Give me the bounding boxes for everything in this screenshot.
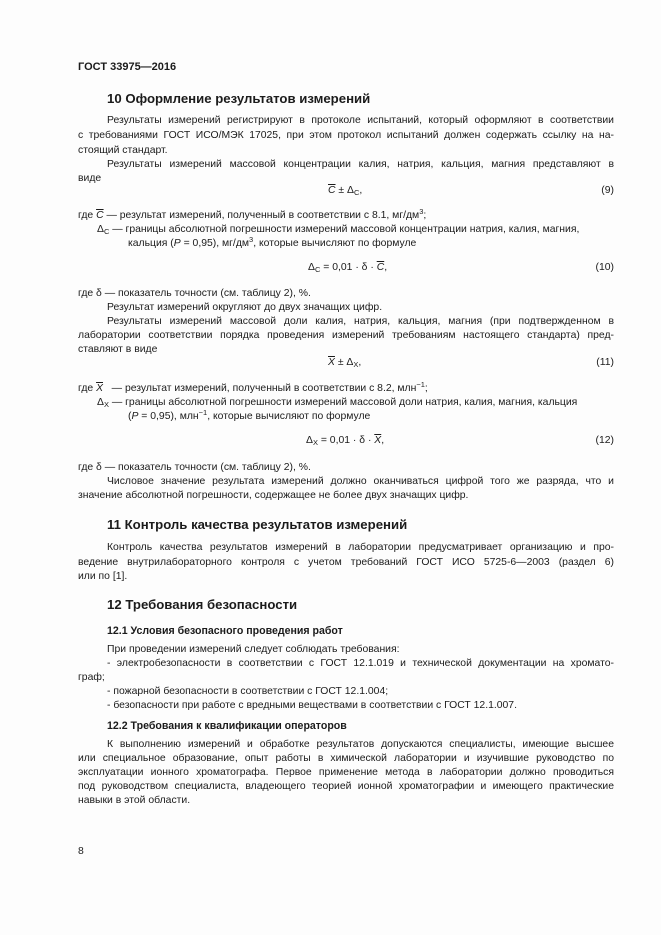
s12-p2-line2: или специальное образование, опыт работы в химической лаборатории и изучившие руководство по [78,753,614,764]
formula-10: $\Delta_C = 0,01 \cdot \delta \cdot \overline{C}$, [308,262,388,274]
s10-p1-line2: с требованиями ГОСТ ИСО/МЭК 17025, при этом протокол испытаний должен содержать ссылку на на- [78,130,614,141]
s10-p1-line3: стоящий стандарт. [78,145,168,156]
formula-9: $\overline{C} \pm \Delta_C$, [328,185,363,197]
s10-p2-line1: Результаты измерений массовой концентрации калия, натрия, кальция, магния представляют в [107,159,614,170]
subsection-12-2-title: 12.2 Требования к квалификации операторов [107,720,347,732]
s10-p3: Результат измерений округляют до двух значащих цифр. [107,302,383,313]
where-delta-c-line2: кальция (P = 0,95), $мг/дм^3$, которые вычисляют по формуле [128,235,417,249]
s12-bullet1-line2: граф; [78,672,105,683]
formula-12: $\Delta_X = 0,01 \cdot \delta \cdot \overline{X}$, [306,435,385,447]
formula-9-number: (9) [601,185,614,196]
s12-bullet3: - безопасности при работе с вредными веществами в соответствии с ГОСТ 12.1.007. [107,700,517,711]
formula-11: $\overline{X} \pm \Delta_X$, [328,357,362,369]
s12-bullet2: - пожарной безопасности в соответствии с ГОСТ 12.1.004; [107,686,389,697]
where-delta-x-line1: $\Delta_X$ — границы абсолютной погрешности измерений массовой доли натрия, калия, магния, кальция [97,397,578,409]
where-delta-accuracy-1: где δ — показатель точности (см. таблицу 2), %. [78,288,311,299]
s10-p4-line2: лаборатории соответствии порядка проведения измерений требованиям настоящего стандарта) пред- [78,330,614,341]
s10-p1-line1: Результаты измерений регистрируют в протоколе испытаний, который оформляют в соответствии [107,115,614,126]
s10-p5-line2: значение абсолютной погрешности, содержащее не более двух значащих цифр. [78,490,469,501]
where-delta-accuracy-2: где δ — показатель точности (см. таблицу 2), %. [78,462,311,473]
section-12-title: 12 Требования безопасности [107,597,298,612]
s11-p1-line3: или по [1]. [78,571,128,582]
s10-p4-line1: Результаты измерений массовой доли калия, натрия, кальция, магния (при подтвержденном в [107,316,614,327]
s12-p2-line4: под руководством специалиста, владеющего теорией ионной хроматографии и имеющего практические [78,781,614,792]
s10-p5-line1: Числовое значение результата измерений должно оканчиваться цифрой того же разряда, что и [107,476,614,487]
where-delta-x-line2: (P = 0,95), млн$^{-1}$, которые вычисляют по формуле [128,408,371,422]
where-c-mean: где $\overline{C}$ — результат измерений, полученный в соответствии с 8.1, $мг/дм^3$; [78,207,427,221]
section-10-title: 10 Оформление результатов измерений [107,91,371,106]
section-11-title: 11 Контроль качества результатов измерений [107,517,408,532]
document-header: ГОСТ 33975—2016 [78,61,177,73]
formula-11-number: (11) [596,357,614,368]
formula-10-number: (10) [595,262,614,273]
subsection-12-1-title: 12.1 Условия безопасного проведения работ [107,625,343,637]
s12-bullet1-line1: - электробезопасности в соответствии с ГОСТ 12.1.019 и технической документации на хромато- [107,658,614,669]
where-delta-c-line1: $\Delta_C$ — границы абсолютной погрешности измерений массовой концентрации натрия, калия, магния, [97,224,580,236]
s12-p2-line1: К выполнению измерений и обработке результатов допускаются специалисты, имеющие высшее [107,739,614,750]
s12-p2-line3: эксплуатации ионного хроматографа. Первое применение метода в лаборатории должно проводиться [78,767,614,778]
s12-p1: При проведении измерений следует соблюдать требования: [107,644,400,655]
s11-p1-line1: Контроль качества результатов измерений в лаборатории предусматривает организацию и про- [107,542,614,553]
formula-12-number: (12) [595,435,614,446]
s11-p1-line2: ведение внутрилабораторного контроля с учетом требований ГОСТ ИСО 5725-6—2003 (раздел 6) [78,557,614,568]
page-number: 8 [78,846,84,857]
s12-p2-line5: навыки в этой области. [78,795,191,806]
s10-p2-line2: виде [78,173,102,184]
where-x-mean: где $\overline{X}$ — результат измерений, полученный в соответствии с 8.2, млн$^{-1}$; [78,380,428,394]
s10-p4-line3: ставляют в виде [78,344,158,355]
